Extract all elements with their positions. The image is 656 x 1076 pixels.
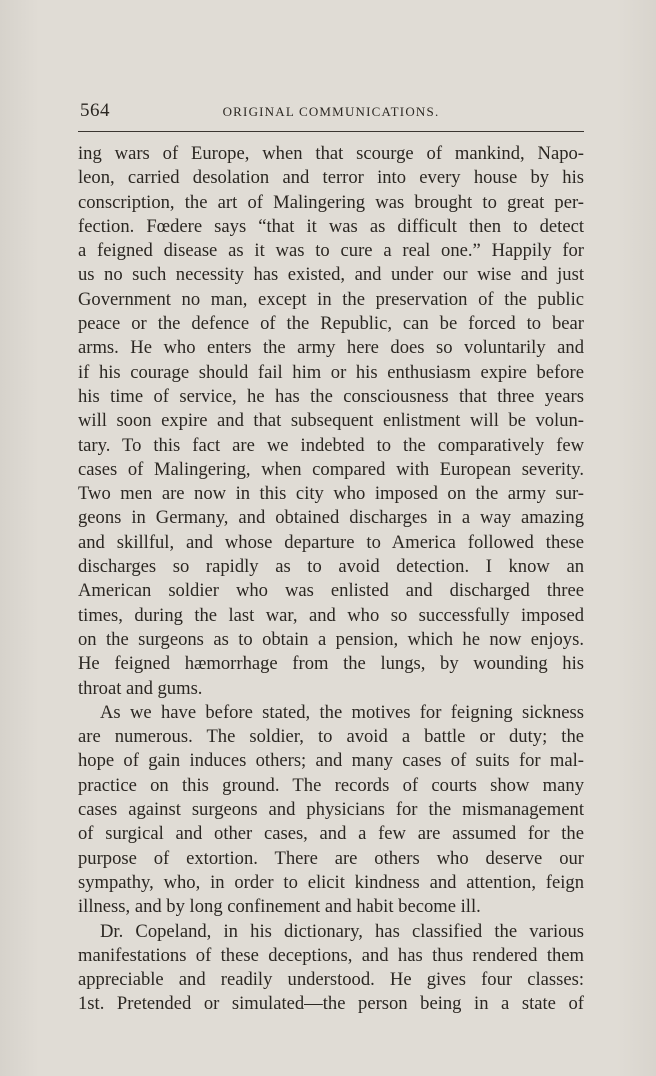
body-text — [78, 142, 584, 1017]
text-line: cases against surgeons and physicians for the mismanagement — [78, 799, 584, 821]
text-line: fection. Fœdere says “that it was as difficult then to detect — [78, 215, 584, 237]
text-line: on the surgeons as to obtain a pension, which he now enjoys. — [78, 628, 584, 650]
text-line: As we have before stated, the motives for feigning sickness — [100, 701, 584, 723]
text-line: practice on this ground. The records of courts show many — [78, 774, 584, 796]
text-line: He feigned hæmorrhage from the lungs, by wounding his — [78, 653, 584, 675]
text-line: if his courage should fail him or his enthusiasm expire before — [78, 361, 584, 383]
text-line: geons in Germany, and obtained discharges in a way amazing — [78, 507, 584, 529]
text-line: ing wars of Europe, when that scourge of mankind, Napo- — [78, 143, 584, 164]
text-line: Government no man, except in the preservation of the public — [78, 288, 584, 310]
text-line: purpose of extortion. There are others who deserve our — [78, 847, 584, 869]
text-line: Two men are now in this city who imposed on the army sur- — [78, 483, 584, 505]
text-line: us no such necessity has existed, and under our wise and just — [78, 264, 584, 286]
text-line: arms. He who enters the army here does so voluntarily and — [78, 337, 584, 359]
text-line: appreciable and readily understood. He gives four classes: — [78, 969, 584, 991]
text-line: American soldier who was enlisted and discharged three — [78, 580, 584, 602]
text-line: and skillful, and whose departure to America followed these — [78, 531, 584, 553]
text-line: sympathy, who, in order to elicit kindness and attention, feign — [78, 871, 584, 893]
page-number: 564 — [80, 100, 110, 121]
text-line: his time of service, he has the consciousness that three years — [78, 385, 584, 407]
text-line: 1st. Pretended or simulated—the person being in a state of — [78, 993, 584, 1015]
text-line: of surgical and other cases, and a few are assumed for the — [78, 823, 584, 845]
text-line: illness, and by long confinement and habit become ill. — [78, 896, 481, 918]
text-line: discharges so rapidly as to avoid detection. I know an — [78, 556, 584, 578]
text-line: Dr. Copeland, in his dictionary, has classified the various — [100, 920, 584, 942]
text-line: throat and gums. — [78, 677, 203, 699]
text-line: times, during the last war, and who so successfully imposed — [78, 604, 584, 626]
text-line: are numerous. The soldier, to avoid a battle or duty; the — [78, 726, 584, 748]
text-line: conscription, the art of Malingering was brought to great per- — [78, 191, 584, 213]
text-line: will soon expire and that subsequent enlistment will be volun- — [78, 410, 584, 432]
text-line: peace or the defence of the Republic, can be forced to bear — [78, 313, 584, 335]
running-head: ORIGINAL COMMUNICATIONS. — [222, 104, 440, 119]
page-header — [78, 100, 584, 122]
text-line: manifestations of these deceptions, and has thus rendered them — [78, 944, 584, 966]
text-line: hope of gain induces others; and many cases of suits for mal- — [78, 750, 584, 772]
header-rule — [78, 131, 584, 132]
text-line: cases of Malingering, when compared with European severity. — [78, 458, 584, 480]
text-line: a feigned disease as it was to cure a real one.” Happily for — [78, 240, 584, 262]
text-line: leon, carried desolation and terror into every house by his — [78, 167, 584, 189]
text-line: tary. To this fact are we indebted to the comparatively few — [78, 434, 584, 456]
